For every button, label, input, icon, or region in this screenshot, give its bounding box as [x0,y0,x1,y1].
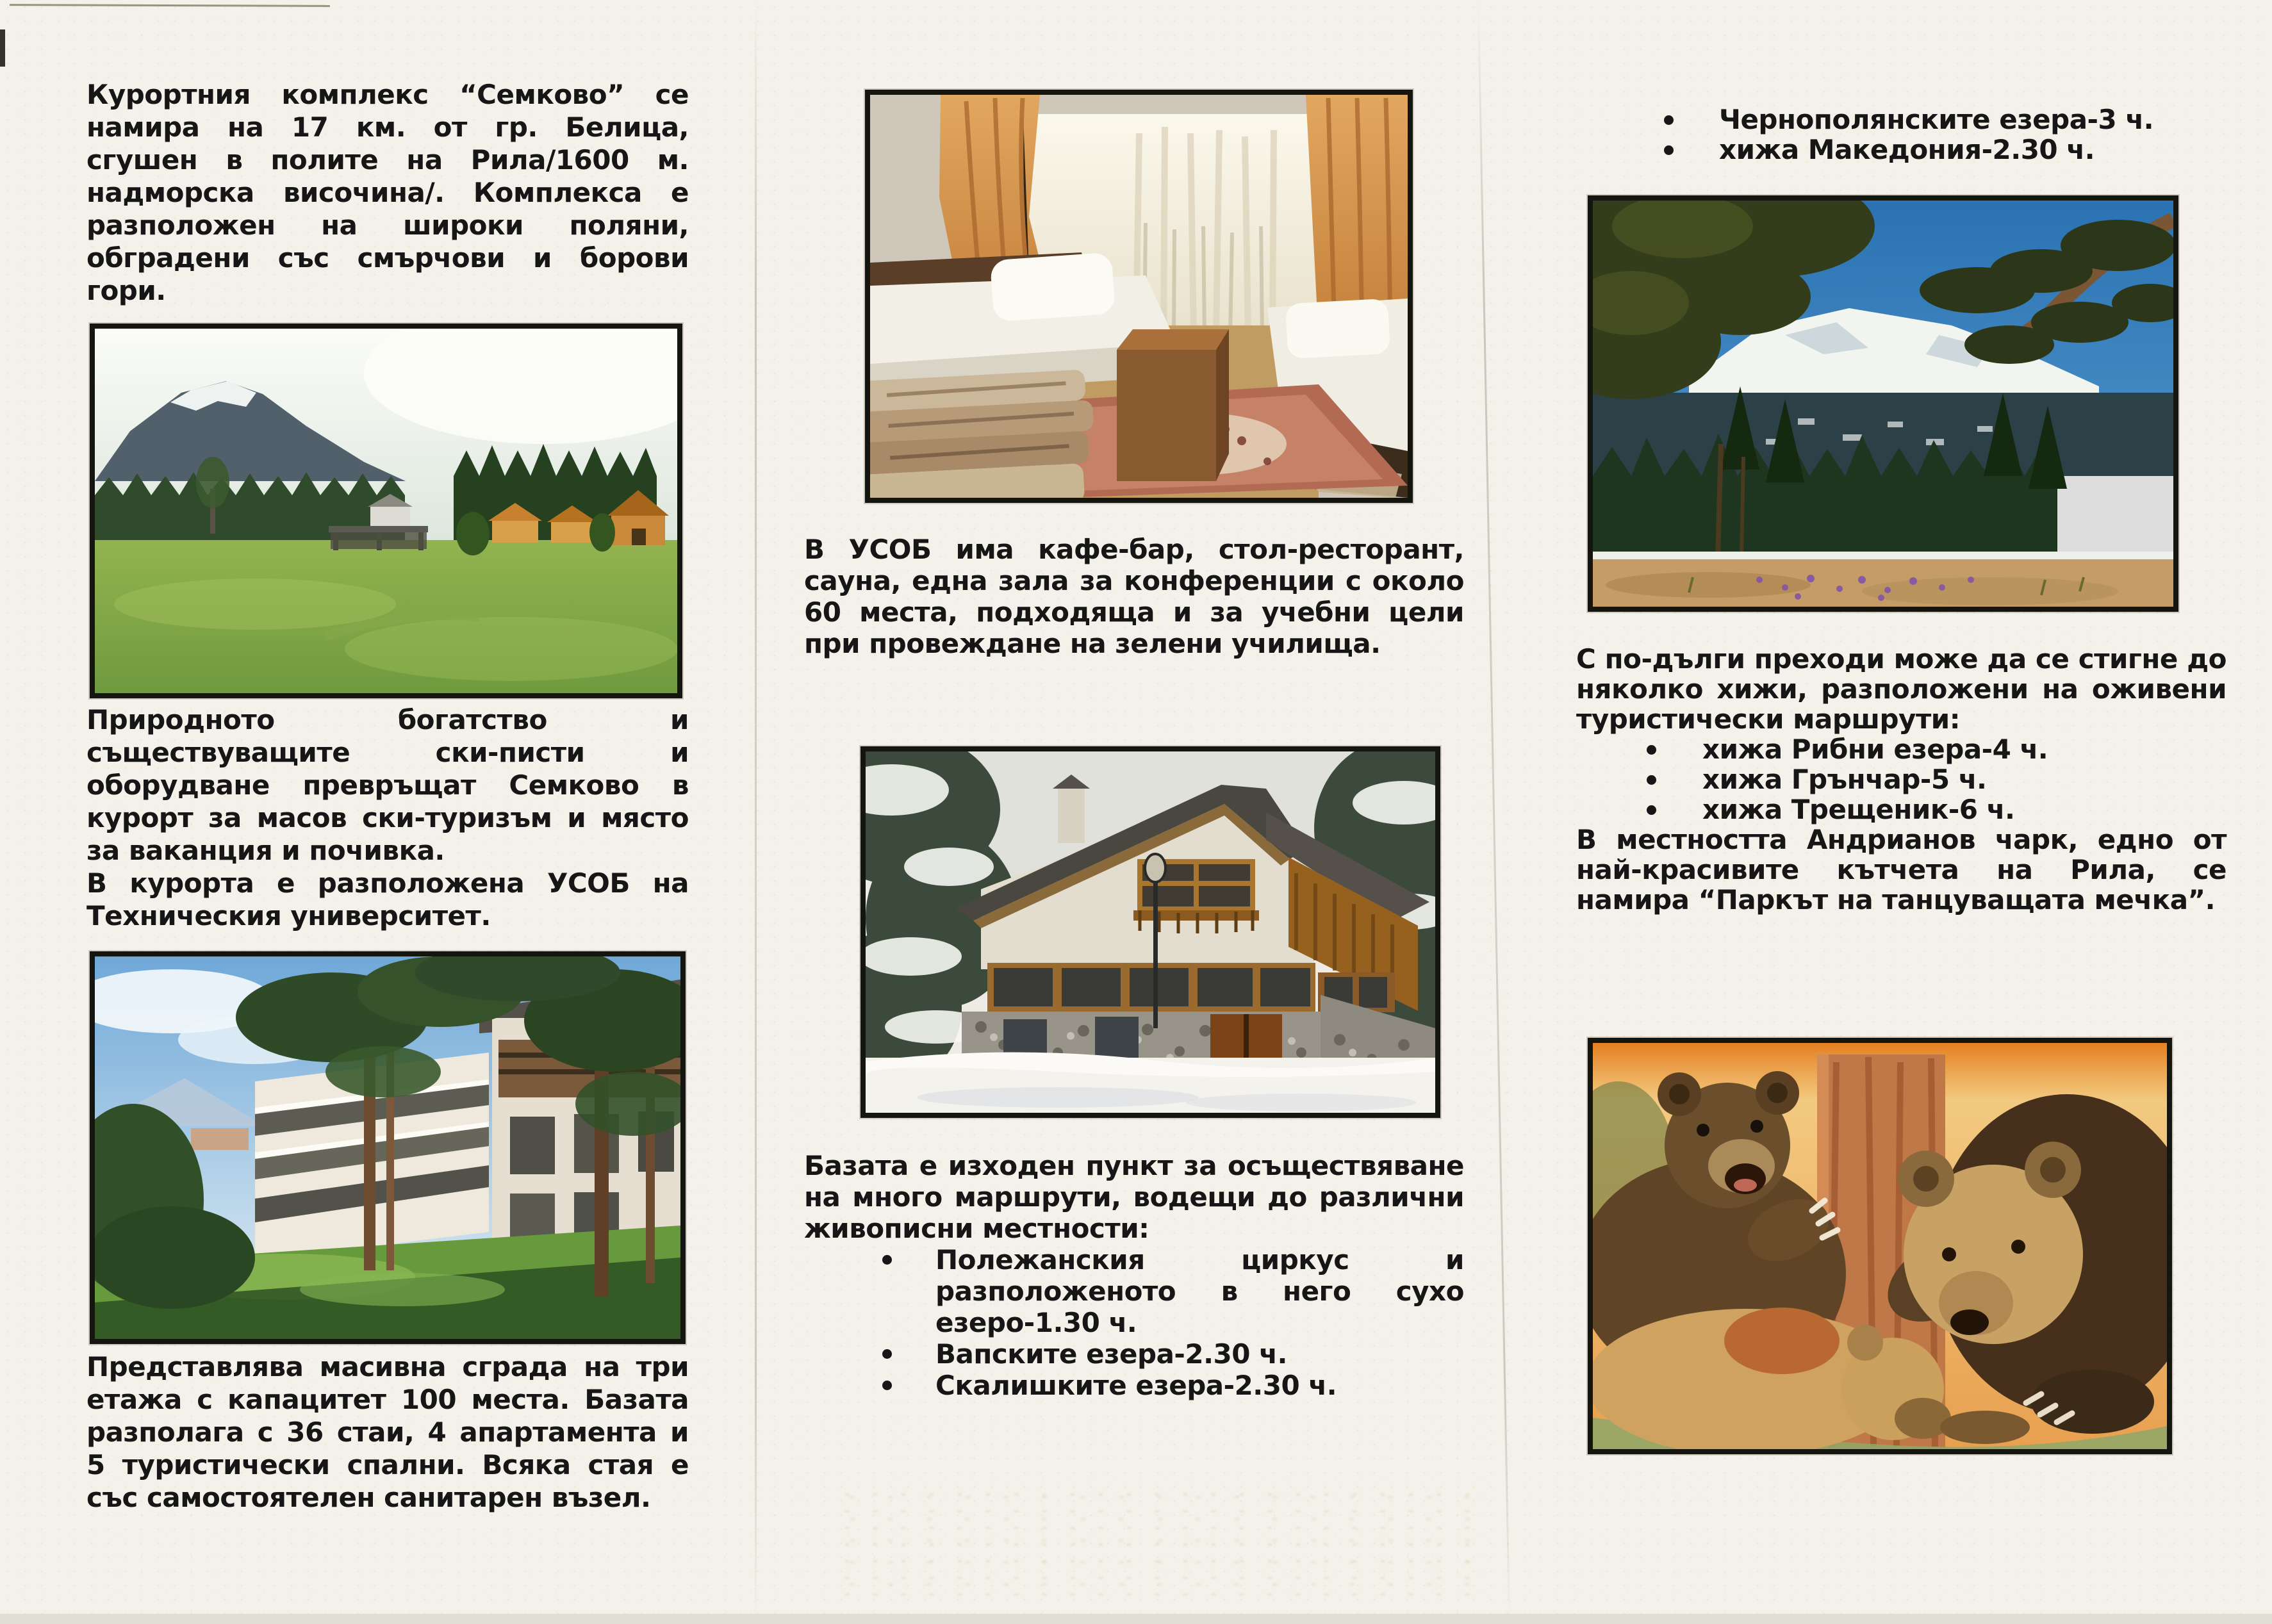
hotel-among-pines-image [95,956,680,1339]
paragraph: В местността Андрианов чарк, едно от най-красивите кътчета на Рила, се намира “Паркът на танцуващата мечка”. [1576,824,2227,915]
list-item: хижа Македония-2.30 ч. [1576,135,2227,165]
photo-chalet-in-snow [860,746,1440,1118]
list-item: Полежанския циркус и разположеното в него сухо езеро-1.30 ч. [804,1244,1464,1338]
guest-room-image [870,95,1408,498]
list-item: хижа Трещеник-6 ч. [1576,794,2227,824]
paragraph: В УСОБ има кафе-бар, стол-ресторант, сауна, една зала за конференции с около 60 места, подходяща и за учебни цели при провеждане на зелени училища. [804,534,1464,659]
scan-edge-line-top [10,4,330,7]
mountain-view-image [1593,201,2173,607]
list-item: Вапските езера-2.30 ч. [804,1338,1464,1370]
dancing-bears-image [1593,1043,2167,1449]
left-bottom-paragraph [86,1350,689,1514]
list-item: Чернополянските езера-3 ч. [1576,104,2227,135]
right-huts-list [1576,734,2227,824]
photo-meadow-landscape [90,324,682,698]
fold-crease-right [1478,0,1511,1624]
scan-band-bottom [0,1614,2272,1624]
paragraph: В курорта е разположена УСОБ на Техническия университет. [86,867,689,931]
paragraph: С по-дълги преходи може да се стигне до няколко хижи, разположени на оживени туристически маршрути: [1576,643,2227,735]
middle-usob-paragraph [804,534,1464,659]
meadow-landscape-image [95,329,677,693]
list-item: Скалишките езера-2.30 ч. [804,1370,1464,1401]
middle-routes-list [804,1244,1464,1401]
middle-routes-block [804,1150,1464,1401]
right-top-list [1576,104,2227,165]
photo-hotel-among-pines [90,951,686,1344]
list-item: хижа Рибни езера-4 ч. [1576,734,2227,764]
scan-mark-left-edge [0,29,5,67]
photo-mountain-view [1588,195,2178,612]
photo-dancing-bears [1588,1038,2172,1454]
paragraph: Природното богатство и съществуващите ски-писти и оборудване превръщат Семково в курорт за масов ски-туризъм и място за ваканция и почивка. [86,704,689,866]
fold-crease-left [755,0,757,1624]
photo-guest-room [865,90,1413,503]
chalet-in-snow-image [866,751,1435,1113]
paragraph: Курортния комплекс “Семково” се намира на 17 км. от гр. Белица, сгушен в полите на Рила/1600 м. надморска височина/. Комплекса е разположен на широки поляни, обградени със смърчови и борови гори. [86,79,689,306]
bleed-through-ghosting [833,1486,1474,1602]
right-hikes-block [1576,644,2227,915]
paragraph: Базата е изходен пункт за осъществяване на много маршрути, водещи до различни живописни местности: [804,1150,1464,1244]
left-intro-paragraph [86,78,689,307]
left-middle-paragraphs [86,703,689,932]
paragraph: Представлява масивна сграда на три етажа с капацитет 100 места. Базата разполага с 36 стаи, 4 апартамента и 5 туристически спални. Всяка стая е със самостоятелен санитарен възел. [86,1351,689,1513]
list-item: хижа Грънчар-5 ч. [1576,764,2227,794]
